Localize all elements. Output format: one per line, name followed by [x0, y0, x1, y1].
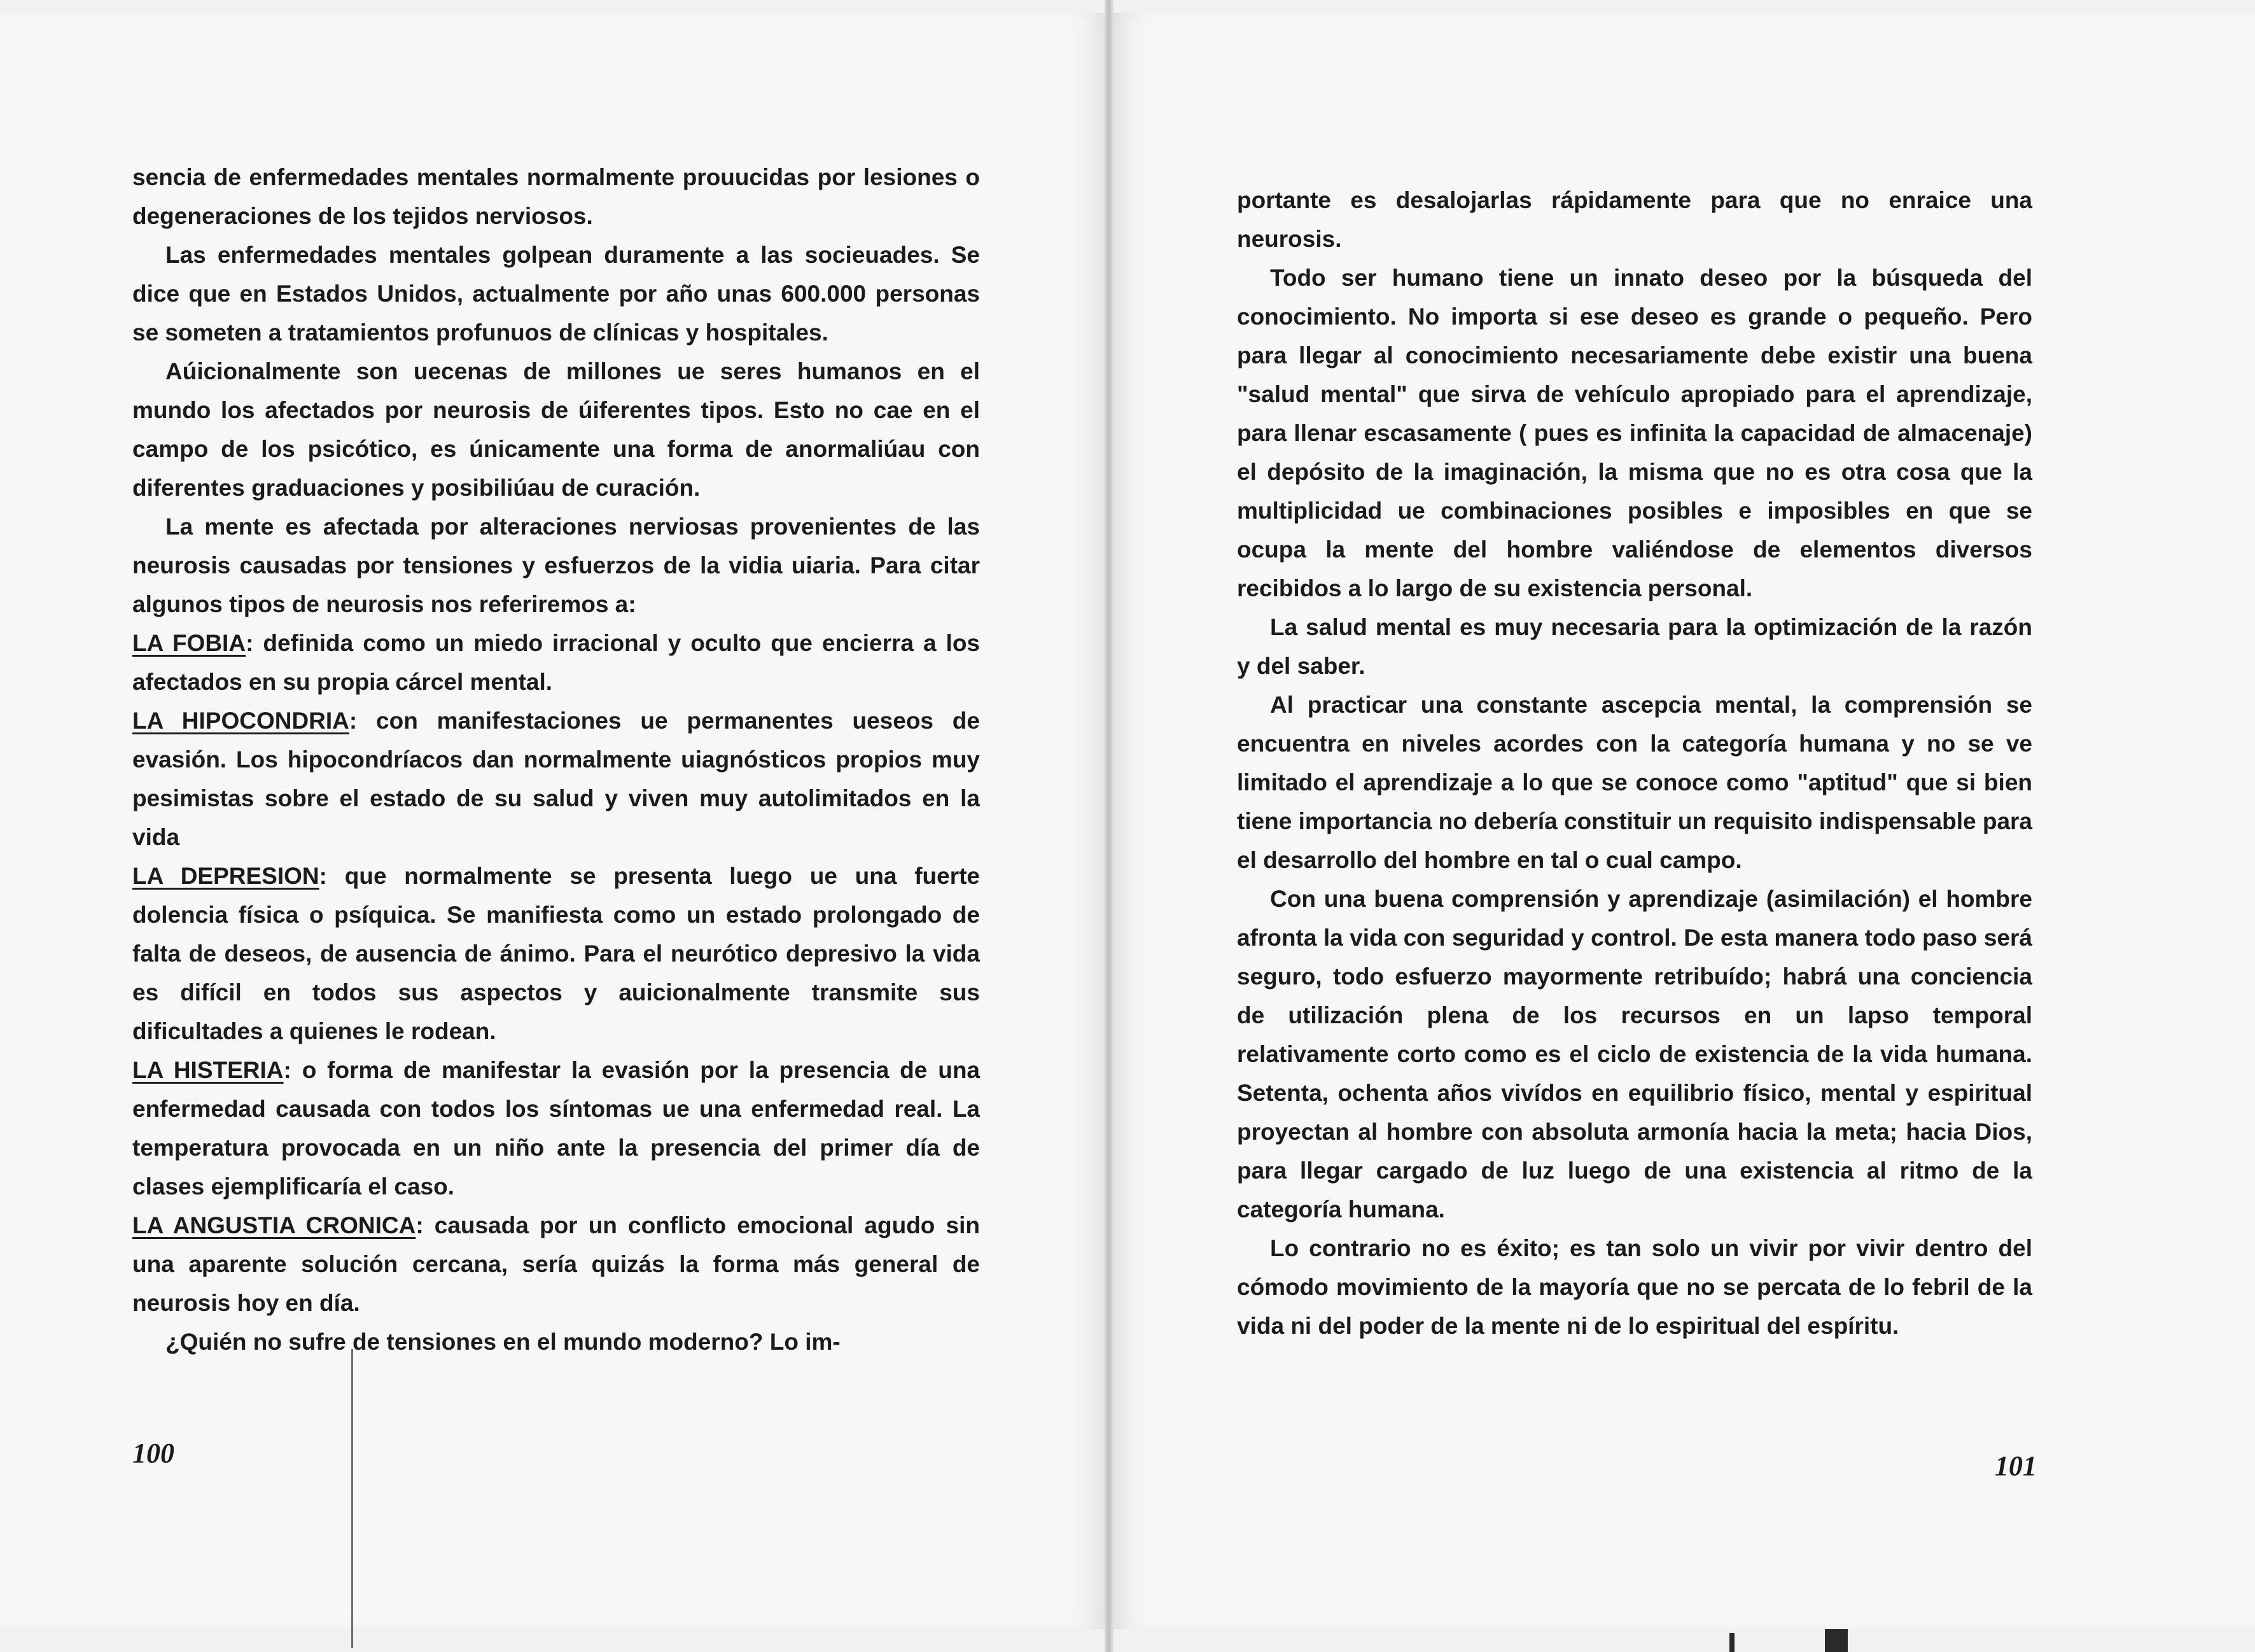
paragraph: Con una buena comprensión y aprendizaje (asimilación) el hombre afronta la vida con seguridad y control. De esta manera todo paso será seguro, todo esfuerzo mayormente retribuído; habrá una conciencia de utilización plena de los recursos en un lapso temporal relativamente corto como es el ciclo de existencia de la vida humana. Setenta, ochenta años vivídos en equilibrio físico, mental y espiritual proyectan al hombre con absoluta armonía hacia la meta; hacia Dios, para llegar cargado de luz luego de una existencia al ritmo de la categoría humana. — [1237, 886, 2032, 1222]
paragraph: Al practicar una constante ascepcia mental, la comprensión se encuentra en niveles acordes con la categoría humana y no se ve limitado el aprendizaje a lo que se conoce como "aptitud" que si bien tiene importancia no debería constituir un requisito indispensable para el desarrollo del hombre en tal o cual campo. — [1237, 692, 2033, 873]
paragraph: Las enfermedades mentales golpean duramente a las socieuades. Se dice que en Estados Unidos, actualmente por año unas 600.000 personas se someten a tratamientos profunuos de clínicas y hospitales. — [132, 242, 980, 346]
definition-text: : definida como un miedo irracional y oculto que encierra a los afectados en su propia cárcel mental. — [132, 630, 980, 695]
term-angustia-cronica: LA ANGUSTIA CRONICA — [132, 1212, 416, 1238]
paragraph: Lo contrario no es éxito; es tan solo un vivir por vivir dentro del cómodo movimiento de la mayoría que no se percata de lo febril de la vida ni del poder de la mente ni de lo espiritual del espíritu. — [1237, 1235, 2032, 1339]
print-mark — [1825, 1629, 1848, 1652]
definition-hipocondria — [132, 701, 980, 857]
term-depresion: LA DEPRESION — [132, 863, 319, 889]
definition-text: : que normalmente se presenta luego ue una fuerte dolencia física o psíquica. Se manifiesta como un estado prolongado de falta de deseos, de ausencia de ánimo. Para el neurótico depresivo la vida es difícil en todos sus aspectos y auicionalmente transmite sus dificultades a quienes le rodean. — [132, 863, 980, 1044]
definition-text: : o forma de manifestar la evasión por la presencia de una enfermedad causada con todos los síntomas ue una enfermedad real. La temperatura provocada en un niño ante la presencia del primer día de clases ejemplificaría el caso. — [132, 1057, 980, 1200]
book-gutter — [1105, 0, 1114, 1652]
page-number-right: 101 — [1995, 1450, 2037, 1481]
term-fobia: LA FOBIA — [132, 630, 246, 656]
paragraph: La salud mental es muy necesaria para la optimización de la razón y del saber. — [1237, 614, 2032, 679]
left-page-text — [132, 158, 980, 1361]
right-page-text — [1237, 181, 2032, 1345]
term-hipocondria: LA HIPOCONDRIA — [132, 708, 349, 734]
page-crease — [351, 1349, 353, 1648]
paragraph: Aúicionalmente son uecenas de millones ue seres humanos en el mundo los afectados por neurosis de úiferentes tipos. Esto no cae en el campo de los psicótico, es únicamente una forma de anormaliúau con diferentes graduaciones y posibiliúau de curación. — [132, 358, 980, 501]
paragraph: La mente es afectada por alteraciones nerviosas provenientes de las neurosis causadas por tensiones y esfuerzos de la vidia uiaria. Para citar algunos tipos de neurosis nos referiremos a: — [132, 514, 980, 617]
definition-text: : con manifestaciones ue permanentes ueseos de evasión. Los hipocondríacos dan normalmente uiagnósticos propios muy pesimistas sobre el estado de su salud y viven muy autolimitados en la vida — [132, 708, 980, 850]
definition-angustia-cronica — [132, 1206, 980, 1322]
page-number-left: 100 — [132, 1438, 174, 1469]
definition-depresion — [132, 857, 980, 1051]
paragraph: portante es desalojarlas rápidamente para que no enraice una neurosis. — [1237, 187, 2032, 252]
paragraph: sencia de enfermedades mentales normalmente prouucidas por lesiones o degeneraciones de los tejidos nerviosos. — [132, 164, 980, 229]
definition-fobia — [132, 624, 980, 701]
paragraph: ¿Quién no sufre de tensiones en el mundo moderno? Lo im- — [165, 1329, 841, 1355]
term-histeria: LA HISTERIA — [132, 1057, 284, 1083]
paragraph: Todo ser humano tiene un innato deseo por la búsqueda del conocimiento. No importa si ese deseo es grande o pequeño. Pero para llegar al conocimiento necesariamente debe existir una buena "salud mental" que sirva de vehículo apropiado para el aprendizaje, para llenar escasamente ( pues es infinita la capacidad de almacenaje) el depósito de la imaginación, la misma que no es otra cosa que la multiplicidad ue combinaciones posibles e imposibles en que se ocupa la mente del hombre valiéndose de elementos diversos recibidos a lo largo de su existencia personal. — [1237, 265, 2032, 601]
definition-text: : causada por un conflicto emocional agudo sin una aparente solución cercana, sería quizás la forma más general de neurosis hoy en día. — [132, 1212, 980, 1316]
definition-histeria — [132, 1051, 980, 1206]
print-mark — [1729, 1633, 1735, 1652]
